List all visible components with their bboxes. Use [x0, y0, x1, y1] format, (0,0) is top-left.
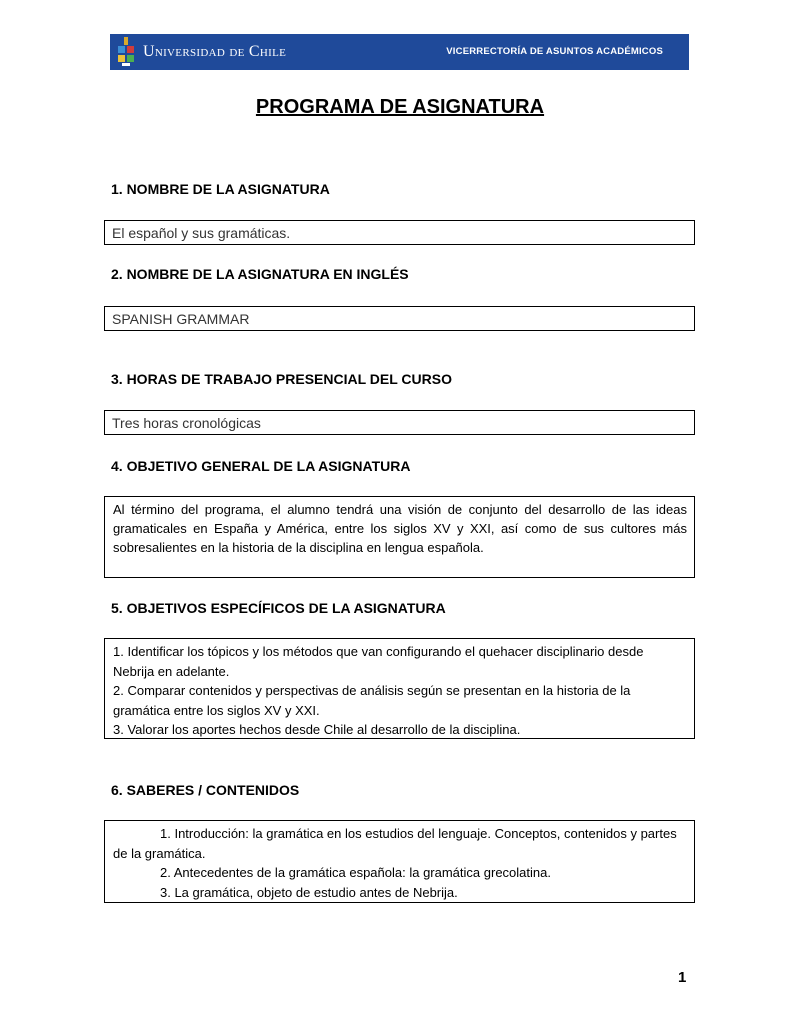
list-item: 3. Valorar los aportes hechos desde Chile al desarrollo de la disciplina.: [113, 722, 521, 737]
course-name-english: SPANISH GRAMMAR: [112, 311, 250, 327]
section-heading-2: 2. NOMBRE DE LA ASIGNATURA EN INGLÉS: [111, 266, 409, 282]
section-box-3: [104, 410, 695, 435]
list-item: 2. Comparar contenidos y perspectivas de análisis según se presentan en la historia de la gramática entre los siglos XV y XXI.: [113, 683, 631, 718]
section-box-6: [104, 820, 695, 903]
page-title: PROGRAMA DE ASIGNATURA: [255, 96, 545, 118]
list-item: 3. La gramática, objeto de estudio antes de Nebrija.: [160, 884, 458, 900]
section-heading-6: 6. SABERES / CONTENIDOS: [111, 782, 300, 798]
university-crest-icon: [116, 37, 136, 67]
general-objective: Al término del programa, el alumno tendrá una visión de conjunto del desarrollo de las ideas gramaticales en España y América, entre los siglos XV y XXI, así como de sus cultores más sobresalientes en la historia de la disciplina en lengua española.: [113, 502, 687, 555]
section-box-5: [104, 638, 695, 739]
university-name: Universidad de Chile: [143, 43, 287, 60]
list-item: 1. Introducción: la gramática en los estudios del lenguaje. Conceptos, contenidos y partes de la gramática.: [113, 826, 677, 861]
section-heading-3: 3. HORAS DE TRABAJO PRESENCIAL DEL CURSO: [111, 371, 452, 387]
section-heading-1: 1. NOMBRE DE LA ASIGNATURA: [111, 181, 330, 197]
list-item: 2. Antecedentes de la gramática española: la gramática grecolatina.: [160, 865, 551, 880]
vice-rectorate-label: VICERRECTORÍA DE ASUNTOS ACADÉMICOS: [446, 46, 663, 57]
header-banner: [110, 34, 689, 70]
section-heading-5: 5. OBJETIVOS ESPECÍFICOS DE LA ASIGNATURA: [111, 600, 446, 616]
contact-hours: Tres horas cronológicas: [112, 415, 261, 431]
section-box-2: [104, 306, 695, 331]
list-item: 1. Identificar los tópicos y los métodos que van configurando el quehacer disciplinario desde Nebrija en adelante.: [113, 644, 644, 679]
section-box-1: [104, 220, 695, 245]
section-heading-4: 4. OBJETIVO GENERAL DE LA ASIGNATURA: [111, 458, 411, 474]
page-number: 1: [678, 969, 687, 986]
section-box-4: [104, 496, 695, 578]
course-name: El español y sus gramáticas.: [112, 225, 291, 241]
